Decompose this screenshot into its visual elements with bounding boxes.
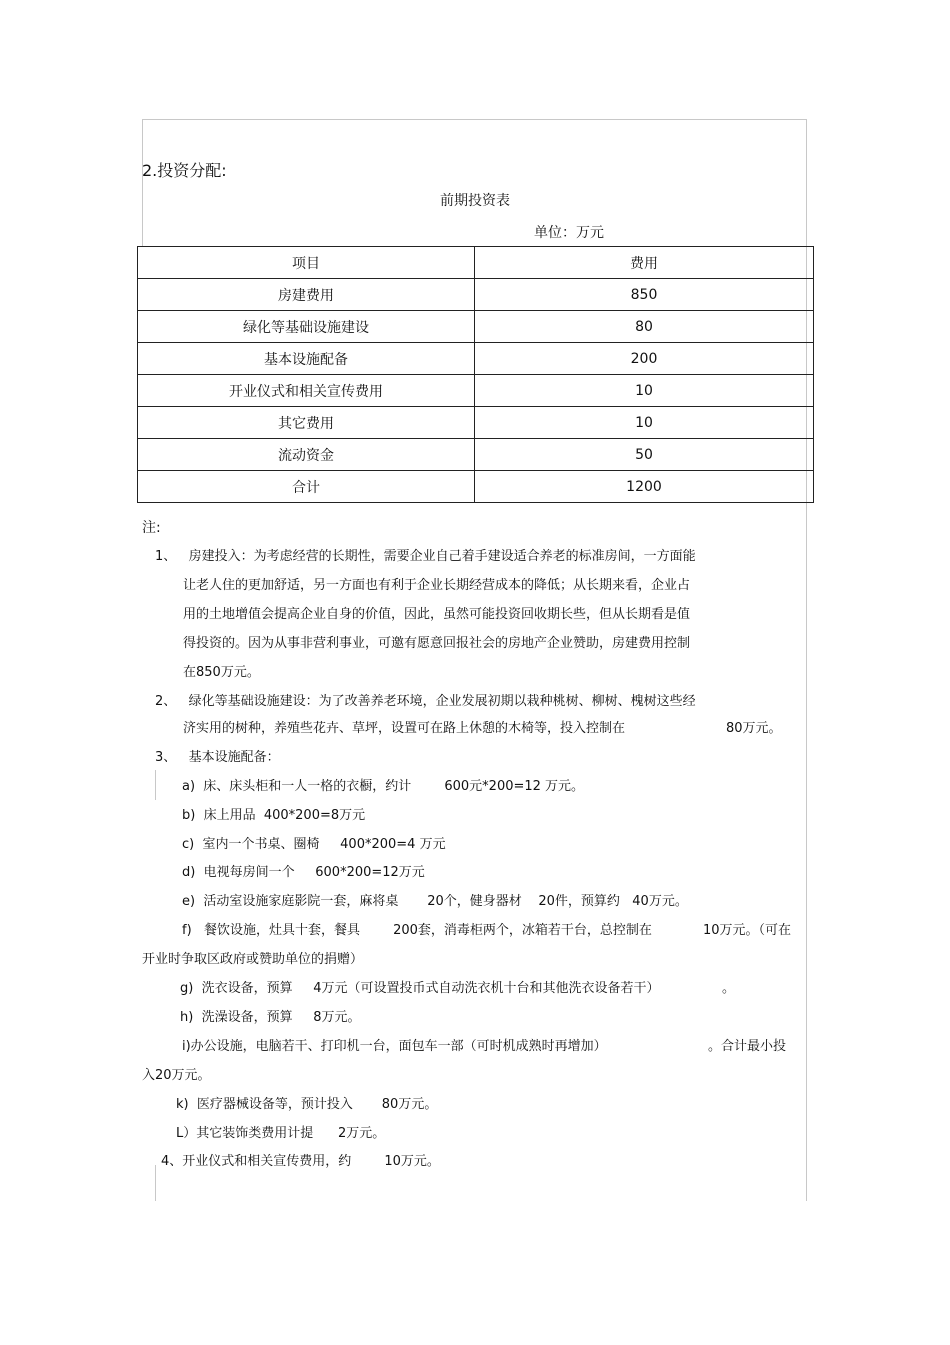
table-total-row [138, 471, 814, 503]
note-line: 让老人住的更加舒适，另一方面也有利于企业长期经营成本的降低；从长期来看，企业占 [183, 578, 691, 593]
note-line: i)办公设施，电脑若干、打印机一台，面包车一部（可时机成熟时再增加） [182, 1039, 607, 1054]
note-line: 。合计最小投 [708, 1039, 787, 1054]
table-row [138, 279, 814, 311]
note-line: 。 [722, 981, 736, 996]
note-line: b) 床上用品 400*200=8万元 [182, 808, 366, 823]
note-line: h) 洗澡设备，预算 8万元。 [180, 1010, 361, 1025]
note-line: 1、 房建投入：为考虑经营的长期性，需要企业自己着手建设适合养老的标准房间，一方面能 [155, 549, 696, 564]
note-line: 4、开业仪式和相关宣传费用，约 10万元。 [161, 1154, 440, 1169]
row-item: 基本设施配备 [138, 343, 475, 375]
frame-left-line-bottom [155, 1165, 156, 1201]
note-line: c) 室内一个书桌、圈椅 400*200=4 万元 [182, 837, 446, 852]
note-line: 10万元。（可在 [703, 923, 792, 938]
table-row [138, 343, 814, 375]
total-label: 合计 [138, 471, 475, 503]
note-line: e) 活动室设施家庭影院一套，麻将桌 20个，健身器材 20件，预算约 40万元。 [182, 894, 688, 909]
row-cost: 50 [475, 439, 814, 471]
notes-label: 注: [142, 520, 161, 536]
section-heading: 2.投资分配: [142, 161, 227, 180]
row-item: 流动资金 [138, 439, 475, 471]
row-cost: 10 [475, 375, 814, 407]
note-line: 3、 基本设施配备： [155, 750, 280, 765]
note-line: g) 洗衣设备，预算 4万元（可设置投币式自动洗衣机十台和其他洗衣设备若干） [180, 981, 660, 996]
row-cost: 200 [475, 343, 814, 375]
row-item: 开业仪式和相关宣传费用 [138, 375, 475, 407]
note-line: 济实用的树种，养殖些花卉、草坪，设置可在路上休憩的木椅等，投入控制在 [183, 721, 626, 736]
note-line: k) 医疗器械设备等，预计投入 80万元。 [176, 1097, 438, 1112]
header-item: 项目 [138, 247, 475, 279]
row-item: 绿化等基础设施建设 [138, 311, 475, 343]
note-line: f) 餐饮设施，灶具十套，餐具 200套，消毒柜两个，冰箱若干台，总控制在 [182, 923, 652, 938]
note-line: 用的土地增值会提高企业自身的价值，因此，虽然可能投资回收期长些，但从长期看是值 [183, 607, 691, 622]
table-row [138, 439, 814, 471]
row-item: 房建费用 [138, 279, 475, 311]
row-cost: 850 [475, 279, 814, 311]
table-unit: 单位：万元 [534, 225, 604, 241]
table-row [138, 407, 814, 439]
note-line: 开业时争取区政府或赞助单位的捐赠） [142, 952, 364, 967]
header-cost: 费用 [475, 247, 814, 279]
frame-left-line [142, 119, 143, 246]
investment-table [137, 246, 814, 503]
table-title: 前期投资表 [440, 193, 510, 209]
row-cost: 10 [475, 407, 814, 439]
frame-left-line-lower [155, 770, 156, 800]
note-line: 2、 绿化等基础设施建设：为了改善养老环境，企业发展初期以栽种桃树、柳树、槐树这些经 [155, 694, 696, 709]
table-row [138, 375, 814, 407]
note-line: 入20万元。 [142, 1068, 211, 1083]
note-line: 80万元。 [726, 721, 782, 736]
table-header-row [138, 247, 814, 279]
total-cost: 1200 [475, 471, 814, 503]
note-line: 得投资的。因为从事非营利事业，可邀有愿意回报社会的房地产企业赞助，房建费用控制 [183, 636, 691, 651]
note-line: d) 电视每房间一个 600*200=12万元 [182, 865, 425, 880]
table-row [138, 311, 814, 343]
note-line: a) 床、床头柜和一人一格的衣橱，约计 600元*200=12 万元。 [182, 779, 585, 794]
note-line: 在850万元。 [183, 665, 260, 680]
frame-top-line [142, 119, 807, 120]
row-item: 其它费用 [138, 407, 475, 439]
note-line: L）其它装饰类费用计提 2万元。 [176, 1126, 386, 1141]
row-cost: 80 [475, 311, 814, 343]
